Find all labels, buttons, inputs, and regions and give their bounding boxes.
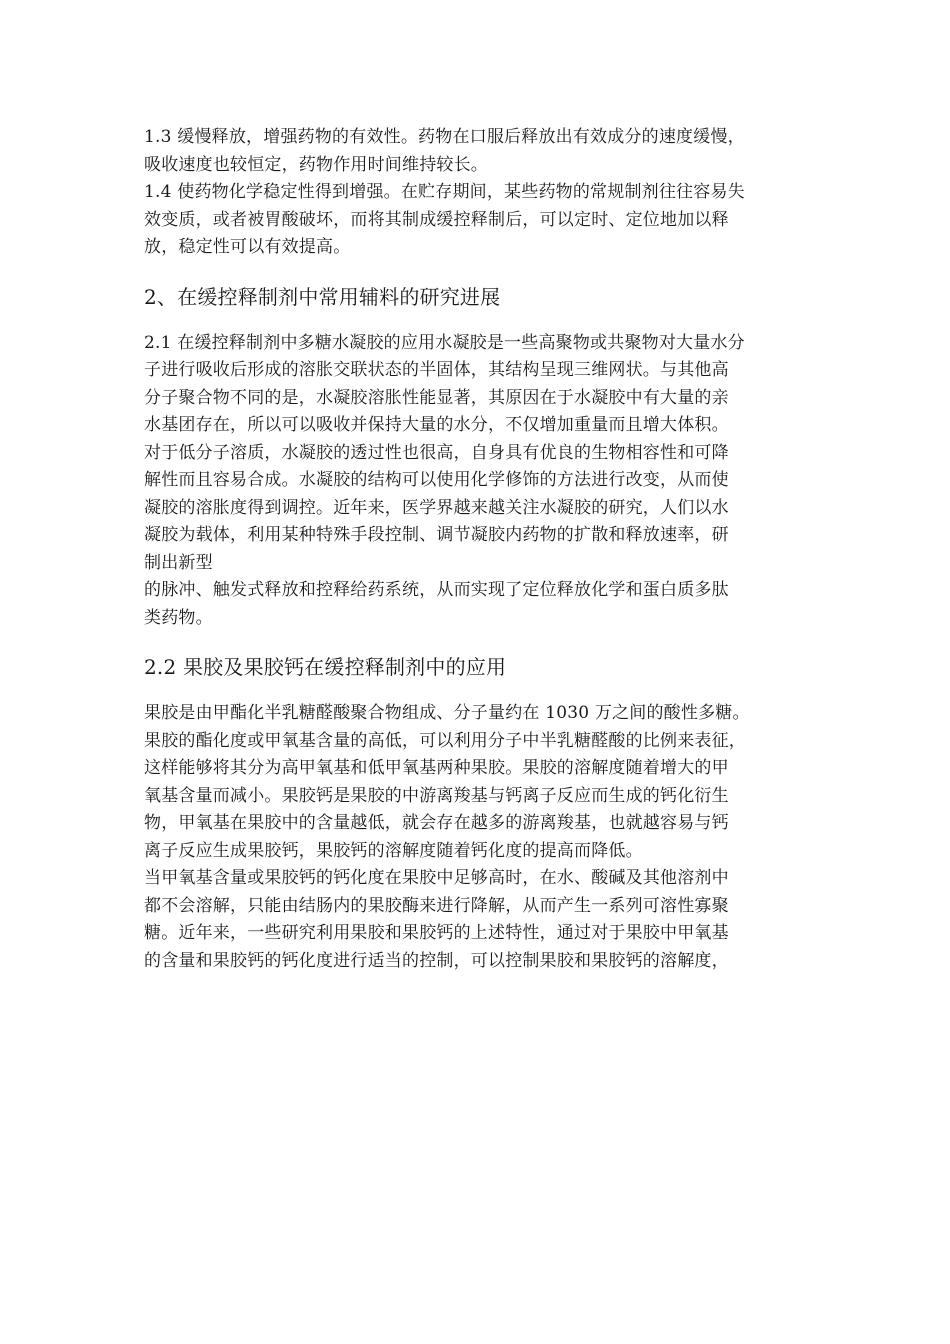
text-line: 1.4 使药物化学稳定性得到增强。在贮存期间，某些药物的常规制剂往往容易失 [144, 182, 745, 202]
section-heading-2-2: 2.2 果胶及果胶钙在缓控释制剂中的应用 [144, 655, 507, 679]
paragraph-2-2-b [144, 865, 816, 975]
text-line: 吸收速度也较恒定，药物作用时间维持较长。 [144, 154, 488, 175]
paragraph-2-2-a [144, 700, 816, 865]
text-line: 1.3 缓慢释放，增强药物的有效性。药物在口服后释放出有效成分的速度缓慢， [144, 127, 745, 147]
text-line: 制出新型 [144, 552, 213, 573]
text-line: 类药物。 [144, 607, 213, 628]
text-line: 解性而且容易合成。水凝胶的结构可以使用化学修饰的方法进行改变，从而使 [144, 470, 729, 490]
text-line: 对于低分子溶质，水凝胶的透过性也很高，自身具有优良的生物相容性和可降 [144, 442, 729, 463]
section-heading-2: 2、在缓控释制剂中常用辅料的研究进展 [144, 284, 501, 309]
paragraph-1-3 [144, 124, 816, 179]
text-line: 离子反应生成果胶钙，果胶钙的溶解度随着钙化度的提高而降低。 [144, 840, 643, 861]
text-line: 糖。近年来，一些研究利用果胶和果胶钙的上述特性，通过对于果胶中甲氧基 [144, 923, 729, 943]
text-line: 水基团存在，所以可以吸收并保持大量的水分，不仅增加重量而且增大体积。 [144, 415, 729, 435]
text-line: 果胶的酯化度或甲氧基含量的高低，可以利用分子中半乳糖醛酸的比例来表征， [144, 730, 746, 751]
paragraph-1-4 [144, 179, 816, 262]
text-line: 当甲氧基含量或果胶钙的钙化度在果胶中足够高时，在水、酸碱及其他溶剂中 [144, 868, 729, 888]
text-line: 果胶是由甲酯化半乳糖醛酸聚合物组成、分子量约在 1030 万之间的酸性多糖。 [144, 703, 750, 723]
text-line: 这样能够将其分为高甲氧基和低甲氧基两种果胶。果胶的溶解度随着增大的甲 [144, 758, 729, 778]
text-line: 效变质，或者被胃酸破坏，而将其制成缓控释制后，可以定时、定位地加以释 [144, 209, 729, 230]
text-line: 子进行吸收后形成的溶胀交联状态的半固体，其结构呈现三维网状。与其他高 [144, 360, 729, 380]
document-page [144, 124, 816, 975]
text-line: 的脉冲、触发式释放和控释给药系统，从而实现了定位释放化学和蛋白质多肽 [144, 580, 729, 600]
text-line: 凝胶为载体，利用某种特殊手段控制、调节凝胶内药物的扩散和释放速率，研 [144, 525, 729, 545]
text-line: 2.1 在缓控释制剂中多糖水凝胶的应用水凝胶是一些高聚物或共聚物对大量水分 [144, 332, 745, 353]
text-line: 物，甲氧基在果胶中的含量越低，就会存在越多的游离羧基，也就越容易与钙 [144, 813, 729, 833]
text-line: 都不会溶解，只能由结肠内的果胶酶来进行降解，从而产生一系列可溶性寡聚 [144, 895, 729, 916]
text-line: 氧基含量而减小。果胶钙是果胶的中游离羧基与钙离子反应而生成的钙化衍生 [144, 785, 729, 806]
text-line: 的含量和果胶钙的钙化度进行适当的控制，可以控制果胶和果胶钙的溶解度， [144, 950, 729, 971]
text-line: 放，稳定性可以有效提高。 [144, 237, 351, 257]
text-line: 凝胶的溶胀度得到调控。近年来，医学界越来越关注水凝胶的研究，人们以水 [144, 497, 729, 518]
text-line: 分子聚合物不同的是，水凝胶溶胀性能显著，其原因在于水凝胶中有大量的亲 [144, 387, 729, 408]
paragraph-2-1 [144, 330, 816, 633]
